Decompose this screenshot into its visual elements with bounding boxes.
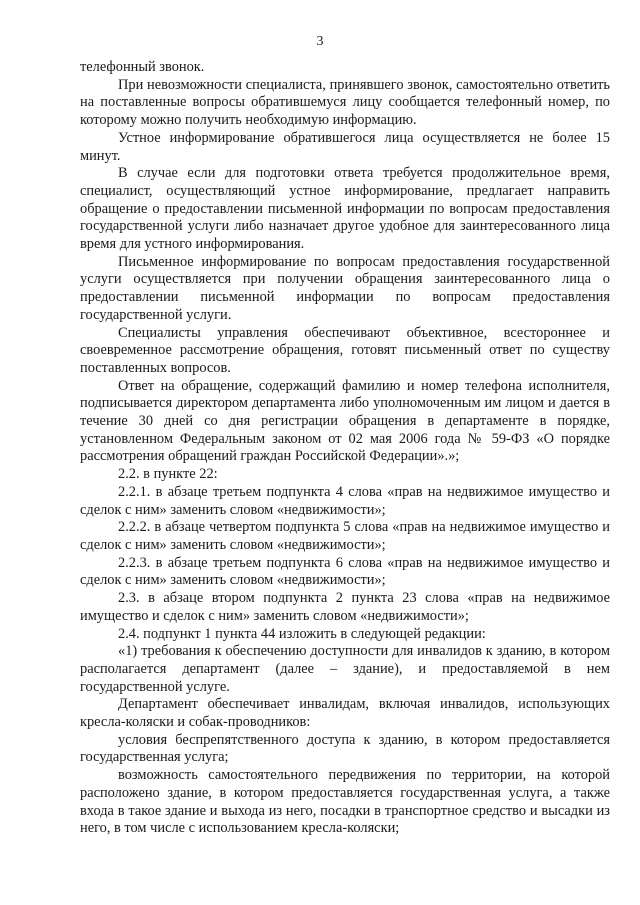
- paragraph: возможность самостоятельного передвижения по территории, на которой расположено здание, в котором предоставляется государственная услуга, а также входа в такое здание и выхода из него, посадки в транспортное средство и высадки из него, в том числе с использованием кресла-коляски;: [80, 767, 610, 837]
- document-body: [80, 59, 610, 838]
- paragraph: «1) требования к обеспечению доступности для инвалидов к зданию, в котором располагается департамент (далее – здание), и предоставляемой в нем государственной услуге.: [80, 643, 610, 695]
- paragraph: 2.2.2. в абзаце четвертом подпункта 5 слова «прав на недвижимое имущество и сделок с ним» заменить словом «недвижимости»;: [80, 519, 610, 553]
- paragraph: Ответ на обращение, содержащий фамилию и номер телефона исполнителя, подписывается директором департамента либо уполномоченным им лицом и дается в течение 30 дней со дня регистрации обращения в департаменте в порядке, установленном Федеральным законом от 02 мая 2006 года № 59-ФЗ «О порядке рассмотрения обращений граждан Российской Федерации».»;: [80, 377, 610, 465]
- paragraph: Специалисты управления обеспечивают объективное, всестороннее и своевременное рассмотрение обращения, готовят письменный ответ по существу поставленных вопросов.: [80, 324, 610, 376]
- paragraph: Письменное информирование по вопросам предоставления государственной услуги осуществляется при получении обращения заинтересованного лица о предоставлении письменной информации по вопросам предоставления государственной услуги.: [80, 253, 610, 323]
- paragraph: 2.3. в абзаце втором подпункта 2 пункта 23 слова «прав на недвижимое имущество и сделок с ним» заменить словом «недвижимости»;: [80, 590, 610, 624]
- paragraph-continuation: телефонный звонок.: [80, 59, 205, 75]
- paragraph: условия беспрепятственного доступа к зданию, в котором предоставляется государственная услуга;: [80, 731, 610, 766]
- paragraph: В случае если для подготовки ответа требуется продолжительное время, специалист, осуществляющий устное информирование, предлагает направить обращение о предоставлении письменной информации по вопросам предоставления государственной услуги либо назначает другое удобное для заинтересованного лица время для устного информирования.: [80, 165, 610, 253]
- paragraph: 2.4. подпункт 1 пункта 44 изложить в следующей редакции:: [118, 625, 486, 642]
- paragraph: 2.2.3. в абзаце третьем подпункта 6 слова «прав на недвижимое имущество и сделок с ним» заменить словом «недвижимости»;: [80, 554, 610, 589]
- page-number: 3: [316, 34, 324, 49]
- paragraph: Департамент обеспечивает инвалидам, включая инвалидов, использующих кресла-коляски и собак-проводников:: [80, 696, 610, 731]
- paragraph: 2.2. в пункте 22:: [118, 466, 218, 483]
- paragraph: Устное информирование обратившегося лица осуществляется не более 15 минут.: [80, 129, 610, 164]
- paragraph: 2.2.1. в абзаце третьем подпункта 4 слова «прав на недвижимое имущество и сделок с ним» заменить словом «недвижимости»;: [80, 483, 610, 518]
- paragraph: При невозможности специалиста, принявшего звонок, самостоятельно ответить на поставленные вопросы обратившемуся лицу сообщается телефонный номер, по которому можно получить необходимую информацию.: [80, 76, 610, 129]
